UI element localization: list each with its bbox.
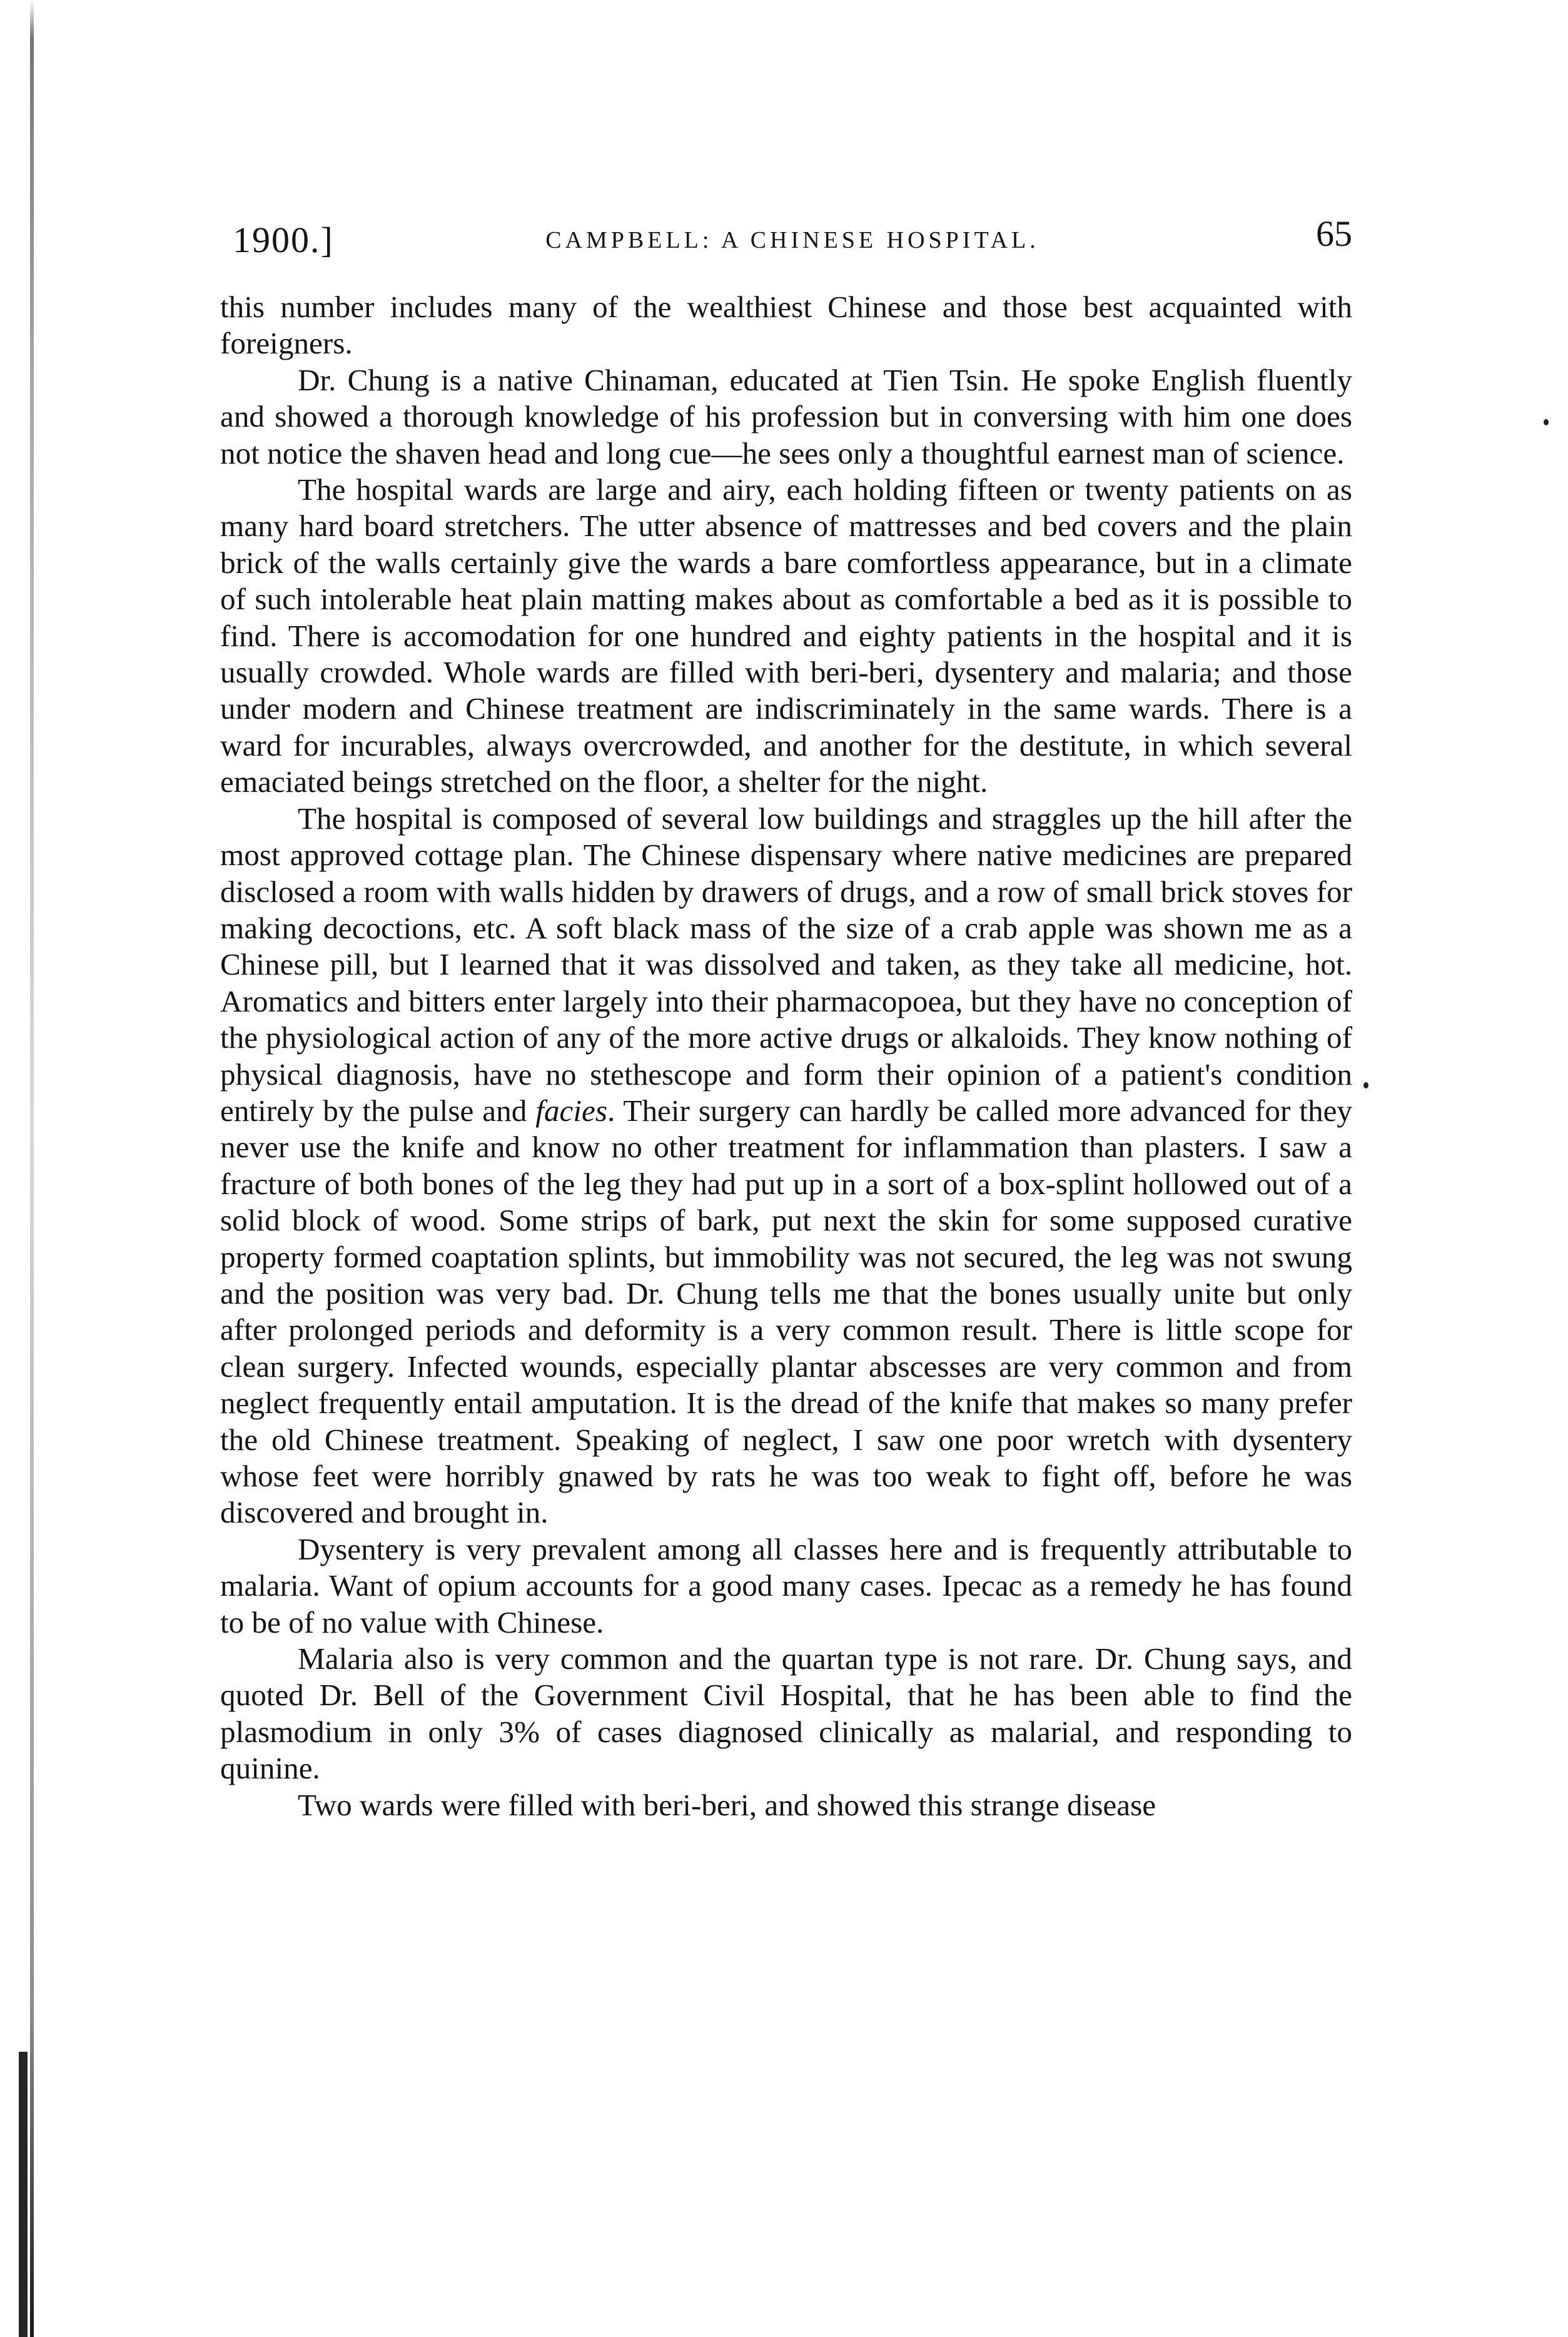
binding-edge-dark-strip	[19, 2052, 28, 2337]
paragraph-1: this number includes many of the wealthiest Chinese and those best acquainted with foreigners.	[220, 290, 1352, 361]
margin-speck	[1363, 1082, 1368, 1088]
page-header	[233, 213, 1352, 281]
paragraph-5: Dysentery is very prevalent among all classes here and is frequently attributable to malaria. Want of opium accounts for a good many cases. Ipecac as a remedy he has found to be of no value with Chinese.	[220, 1531, 1352, 1640]
running-title: CAMPBELL: A CHINESE HOSPITAL.	[545, 227, 1039, 253]
page-number: 65	[1316, 213, 1352, 254]
paragraph-7: Two wards were filled with beri-beri, and showed this strange disease	[298, 1787, 1156, 1822]
paragraph-6: Malaria also is very common and the quartan type is not rare. Dr. Chung says, and quoted Dr. Bell of the Government Civil Hospital, that he has been able to find the plasmodium in only 3% of cases diagnosed clinically as malarial, and responding to quinine.	[220, 1641, 1352, 1786]
header-year: 1900.]	[233, 220, 334, 260]
paragraph-4: The hospital is composed of several low buildings and straggles up the hill after the most approved cottage plan. The Chinese dispensary where native medicines are prepared disclosed a room with walls hidden by drawers of drugs, and a row of small brick stoves for making decoctions, etc. A soft black mass of the size of a crab apple was shown me as a Chinese pill, but I learned that it was dissolved and taken, as they take all medicine, hot. Aromatics and bitters enter largely into their pharmacopoea, but they have no conception of the physiological action of any of the more active drugs or alkaloids. They know nothing of physical diagnosis, have no stethescope and form their opinion of a patient's condition entirely by the pulse and facies. Their surgery can hardly be called more advanced for they never use the knife and know no other treatment for inflammation than plasters. I saw a fracture of both bones of the leg they had put up in a sort of a box-splint hollowed out of a solid block of wood. Some strips of bark, put next the skin for some supposed curative property formed coaptation splints, but immobility was not secured, the leg was not swung and the position was very bad. Dr. Chung tells me that the bones usually unite but only after prolonged periods and deformity is a very common result. There is little scope for clean surgery. Infected wounds, especially plantar abscesses are very common and from neglect frequently entail amputation. It is the dread of the knife that makes so many prefer the old Chinese treatment. Speaking of neglect, I saw one poor wretch with dysentery whose feet were horribly gnawed by rats he was too weak to fight off, before he was discovered and brought in.	[220, 801, 1352, 1530]
binding-edge-shadow	[30, 0, 34, 2337]
paragraph-3: The hospital wards are large and airy, each holding fifteen or twenty patients on as many hard board stretchers. The utter absence of mattresses and bed covers and the plain brick of the walls certainly give the wards a bare comfortless appearance, but in a climate of such intolerable heat plain matting makes about as comfortable a bed as it is possible to find. There is accomodation for one hundred and eighty patients in the hospital and it is usually crowded. Whole wards are filled with beri-beri, dysentery and malaria; and those under modern and Chinese treatment are indiscriminately in the same wards. There is a ward for incurables, always overcrowded, and another for the destitute, in which several emaciated beings stretched on the floor, a shelter for the night.	[220, 472, 1352, 799]
italic-term: facies	[535, 1093, 608, 1128]
body-text	[220, 289, 1352, 1823]
margin-speck	[1544, 419, 1549, 425]
paragraph-2: Dr. Chung is a native Chinaman, educated at Tien Tsin. He spoke English fluently and showed a thorough knowledge of his profession but in conversing with him one does not notice the shaven head and long cue—he sees only a thoughtful earnest man of science.	[220, 362, 1352, 470]
